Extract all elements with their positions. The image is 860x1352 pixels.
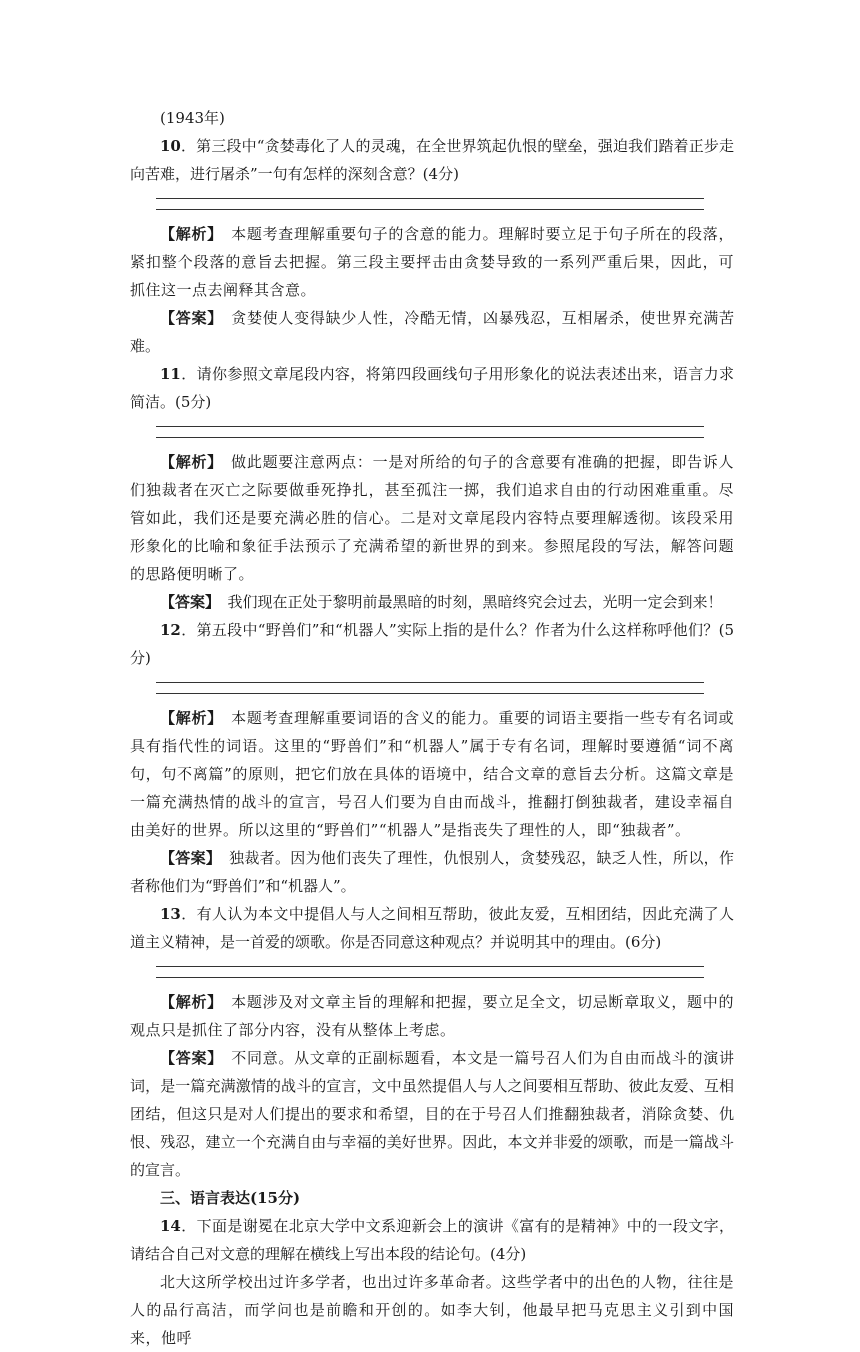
answer-text: 贪婪使人变得缺少人性，冷酷无情，凶暴残忍，互相屠杀，使世界充满苦难。	[130, 309, 734, 355]
question-text: ．有人认为本文中提倡人与人之间相互帮助，彼此友爱，互相团结，因此充满了人道主义精神，是一首爱的颂歌。你是否同意这种观点？并说明其中的理由。(6分)	[130, 905, 734, 951]
question-number: 12	[160, 621, 181, 639]
question-number: 14	[160, 1217, 181, 1235]
analysis-12	[130, 704, 734, 844]
answer-text: 我们现在正处于黎明前最黑暗的时刻，黑暗终究会过去，光明一定会到来！	[227, 593, 723, 611]
answer-tag: 【答案】	[160, 309, 216, 327]
answer-line	[156, 437, 704, 438]
answer-line	[156, 966, 704, 967]
answer-tag: 【答案】	[160, 849, 214, 867]
answer-line	[156, 977, 704, 978]
answer-line	[156, 682, 704, 683]
analysis-11	[130, 448, 734, 588]
question-text: ．第三段中“贪婪毒化了人的灵魂，在全世界筑起仇恨的壁垒，强迫我们踏着正步走向苦难，进行屠杀”一句有怎样的深刻含意？(4分)	[130, 137, 734, 183]
answer-text: 独裁者。因为他们丧失了理性，仇恨别人，贪婪残忍，缺乏人性，所以，作者称他们为“野兽们”和“机器人”。	[130, 849, 734, 895]
analysis-text: 做此题要注意两点：一是对所给的句子的含意要有准确的把握，即告诉人们独裁者在灭亡之际要做垂死挣扎，甚至孤注一掷，我们追求自由的行动困难重重。尽管如此，我们还是要充满必胜的信心。二是对文章尾段内容特点要理解透彻。该段采用形象化的比喻和象征手法预示了充满希望的新世界的到来。参照尾段的写法，解答问题的思路便明晰了。	[130, 453, 734, 583]
answer-tag: 【答案】	[160, 593, 213, 611]
answer-line	[156, 426, 704, 427]
question-12	[130, 616, 734, 672]
analysis-13	[130, 988, 734, 1044]
question-10	[130, 132, 734, 188]
answer-lines	[130, 682, 734, 694]
analysis-tag: 【解析】	[160, 453, 216, 471]
answer-lines	[130, 198, 734, 210]
section-heading: 三、语言表达(15分)	[160, 1189, 301, 1207]
analysis-tag: 【解析】	[160, 993, 216, 1011]
question-number: 10	[160, 137, 181, 155]
analysis-tag: 【解析】	[160, 225, 216, 243]
analysis-text: 本题涉及对文章主旨的理解和把握，要立足全文，切忌断章取义，题中的观点只是抓住了部分内容，没有从整体上考虑。	[130, 993, 734, 1039]
answer-12	[130, 844, 734, 900]
answer-10	[130, 304, 734, 360]
answer-line	[156, 209, 704, 210]
question-number: 13	[160, 905, 181, 923]
question-13	[130, 900, 734, 956]
question-text: ．第五段中“野兽们”和“机器人”实际上指的是什么？作者为什么这样称呼他们？(5分)	[130, 621, 734, 667]
analysis-tag: 【解析】	[160, 709, 216, 727]
answer-line	[156, 693, 704, 694]
answer-lines	[130, 966, 734, 978]
answer-tag: 【答案】	[160, 1049, 216, 1067]
question-text: ．请你参照文章尾段内容，将第四段画线句子用形象化的说法表述出来，语言力求简洁。(5分)	[130, 365, 734, 411]
answer-text: 不同意。从文章的正副标题看，本文是一篇号召人们为自由而战斗的演讲词，是一篇充满激情的战斗的宣言，文中虽然提倡人与人之间要相互帮助、彼此友爱、互相团结，但这只是对人们提出的要求和希望，目的在于号召人们推翻独裁者，消除贪婪、仇恨、残忍，建立一个充满自由与幸福的美好世界。因此，本文并非爱的颂歌，而是一篇战斗的宣言。	[130, 1049, 734, 1179]
answer-13	[130, 1044, 734, 1184]
document-content	[130, 104, 734, 1352]
question-14	[130, 1212, 734, 1268]
analysis-text: 本题考查理解重要词语的含义的能力。重要的词语主要指一些专有名词或具有指代性的词语。这里的“野兽们”和“机器人”属于专有名词，理解时要遵循“词不离句，句不离篇”的原则，把它们放在具体的语境中，结合文章的意旨去分析。这篇文章是一篇充满热情的战斗的宣言，号召人们要为自由而战斗，推翻打倒独裁者，建设幸福自由美好的世界。所以这里的“野兽们”“机器人”是指丧失了理性的人，即“独裁者”。	[130, 709, 734, 839]
analysis-text: 本题考查理解重要句子的含意的能力。理解时要立足于句子所在的段落，紧扣整个段落的意旨去把握。第三段主要抨击由贪婪导致的一系列严重后果，因此，可抓住这一点去阐释其含意。	[130, 225, 734, 299]
answer-lines	[130, 426, 734, 438]
question-11	[130, 360, 734, 416]
question-number: 11	[160, 365, 181, 383]
answer-11	[130, 588, 734, 616]
answer-line	[156, 198, 704, 199]
passage-text: 北大这所学校出过许多学者，也出过许多革命者。这些学者中的出色的人物，往往是人的品行高洁，而学问也是前瞻和开创的。如李大钊，他最早把马克思主义引到中国来，他呼	[130, 1273, 734, 1347]
question-text: ．下面是谢冕在北京大学中文系迎新会上的演讲《富有的是精神》中的一段文字，请结合自己对文意的理解在横线上写出本段的结论句。(4分)	[130, 1217, 734, 1263]
year-note: (1943年)	[160, 109, 225, 127]
analysis-10	[130, 220, 734, 304]
